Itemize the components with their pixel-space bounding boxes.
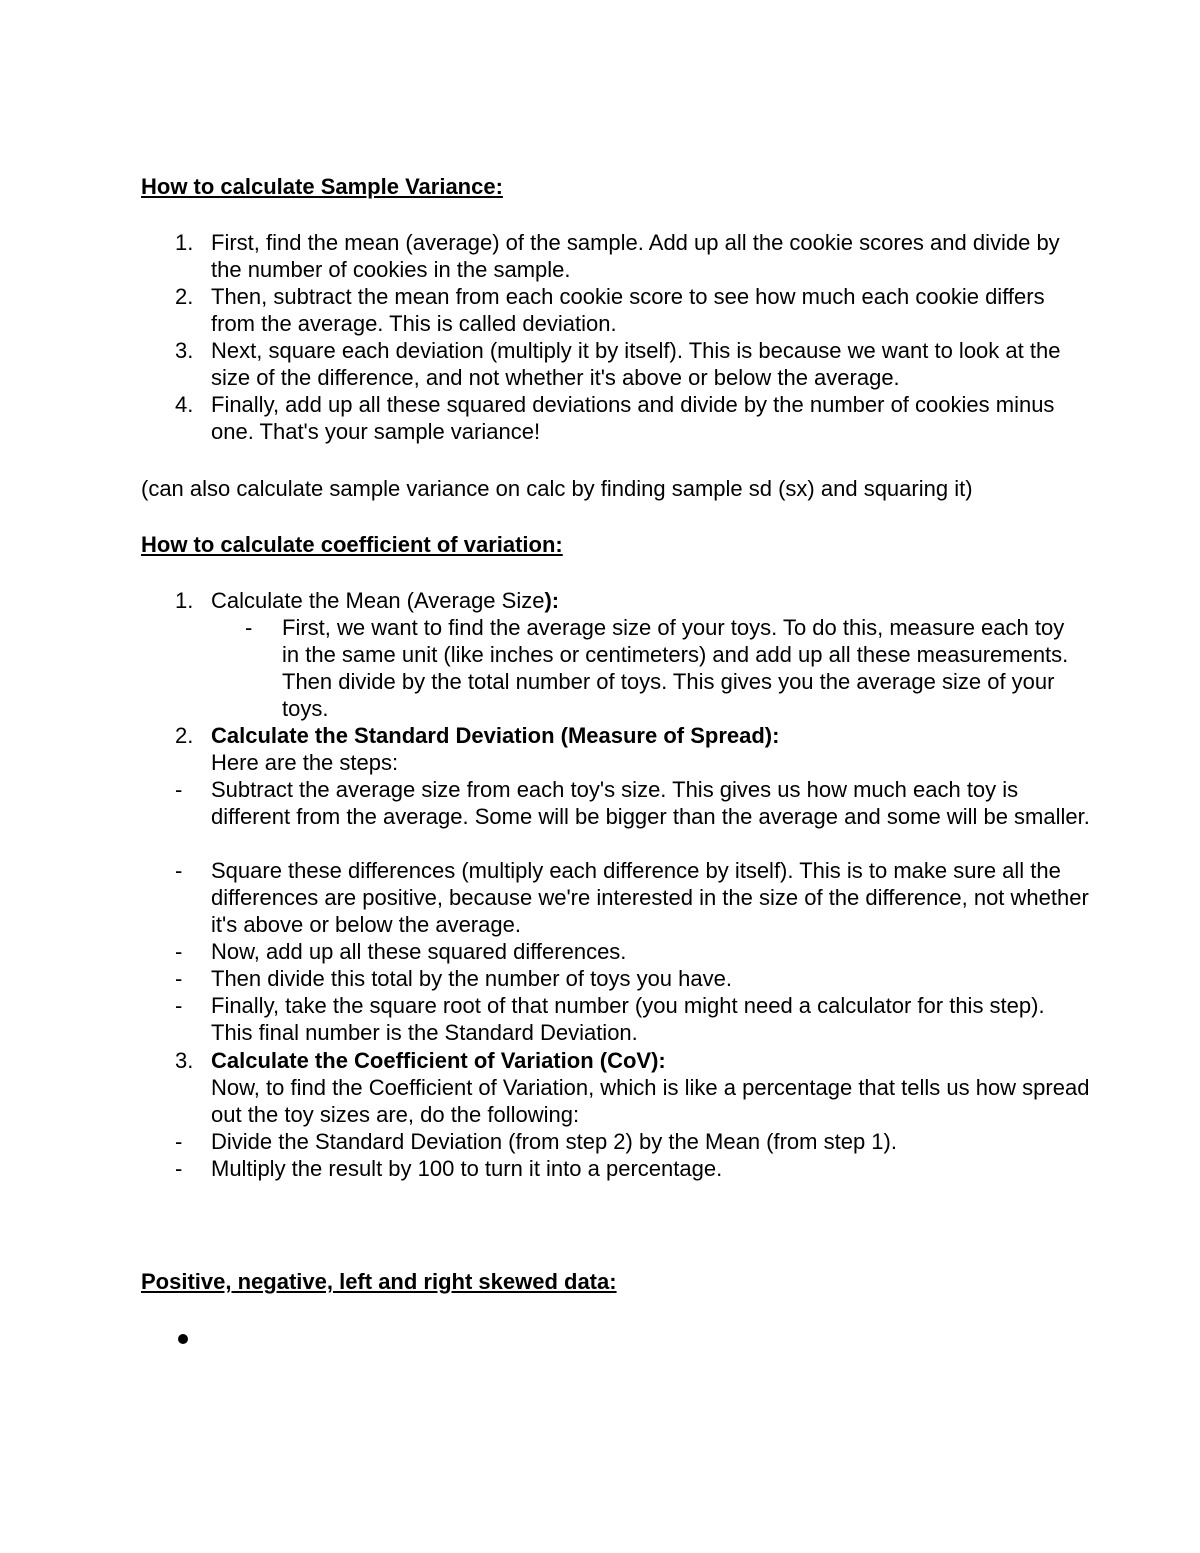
sub-list-item-text: First, we want to find the average size of your toys. To do this, measure each toy in the same unit (like inches or centimeters) and add up all these measurements. Then divide by the total number of toys. This gives you the average size of your toys. bbox=[282, 615, 1069, 721]
section-heading-coefficient-of-variation: How to calculate coefficient of variation: bbox=[141, 532, 563, 557]
dash-marker: - bbox=[175, 939, 183, 964]
section-heading-sample-variance: How to calculate Sample Variance: bbox=[141, 174, 503, 199]
empty-bullet-point bbox=[178, 1334, 188, 1344]
list-marker: 2. bbox=[175, 723, 194, 748]
dash-marker: - bbox=[175, 1129, 183, 1154]
sub-list-item-text: Multiply the result by 100 to turn it into a percentage. bbox=[211, 1156, 723, 1181]
list-item-text: Finally, add up all these squared deviations and divide by the number of cookies minus one. That's your sample variance! bbox=[211, 392, 1055, 444]
step-title-bold: ): bbox=[544, 588, 560, 613]
sub-list-item-text: Finally, take the square root of that number (you might need a calculator for this step). This final number is the Standard Deviation. bbox=[211, 993, 1045, 1045]
list-marker: 3. bbox=[175, 338, 194, 363]
list-marker: 1. bbox=[175, 588, 194, 613]
list-item-text: Then, subtract the mean from each cookie score to see how much each cookie differs from the average. This is called deviation. bbox=[211, 284, 1045, 336]
list-item-text: Next, square each deviation (multiply it by itself). This is because we want to look at the size of the difference, and not whether it's above or below the average. bbox=[211, 338, 1061, 390]
list-marker: 4. bbox=[175, 392, 194, 417]
dash-marker: - bbox=[175, 966, 183, 991]
dash-marker: - bbox=[175, 858, 183, 883]
sub-list-item-text: Square these differences (multiply each difference by itself). This is to make sure all the differences are positive, because we're interested in the size of the difference, not whether it's above or below the average. bbox=[211, 858, 1089, 937]
step-intro-text: Now, to find the Coefficient of Variation, which is like a percentage that tells us how spread out the toy sizes are, do the following: bbox=[211, 1075, 1090, 1127]
sub-list-item-text: Then divide this total by the number of toys you have. bbox=[211, 966, 732, 991]
list-marker: 2. bbox=[175, 284, 194, 309]
note-text: (can also calculate sample variance on calc by finding sample sd (sx) and squaring it) bbox=[141, 476, 973, 501]
section-heading-skewed-data: Positive, negative, left and right skewed data: bbox=[141, 1269, 617, 1294]
list-marker: 3. bbox=[175, 1048, 194, 1073]
step-title bbox=[211, 587, 1091, 614]
list-item-text: First, find the mean (average) of the sample. Add up all the cookie scores and divide by the number of cookies in the sample. bbox=[211, 230, 1060, 282]
sub-list-item-text: Now, add up all these squared differences. bbox=[211, 939, 627, 964]
sub-list-item-text: Divide the Standard Deviation (from step 2) by the Mean (from step 1). bbox=[211, 1129, 897, 1154]
step-title: Calculate the Standard Deviation (Measure of Spread): bbox=[211, 723, 780, 748]
dash-marker: - bbox=[175, 1156, 183, 1181]
sub-list-item-text: Subtract the average size from each toy's size. This gives us how much each toy is different from the average. Some will be bigger than the average and some will be smaller. bbox=[211, 777, 1090, 829]
step-title: Calculate the Coefficient of Variation (CoV): bbox=[211, 1048, 666, 1073]
list-marker: 1. bbox=[175, 230, 194, 255]
step-intro-text: Here are the steps: bbox=[211, 750, 399, 775]
step-title-plain: Calculate the Mean (Average Size bbox=[211, 588, 545, 613]
dash-marker: - bbox=[175, 993, 183, 1018]
dash-marker: - bbox=[245, 615, 253, 640]
dash-marker: - bbox=[175, 777, 183, 802]
